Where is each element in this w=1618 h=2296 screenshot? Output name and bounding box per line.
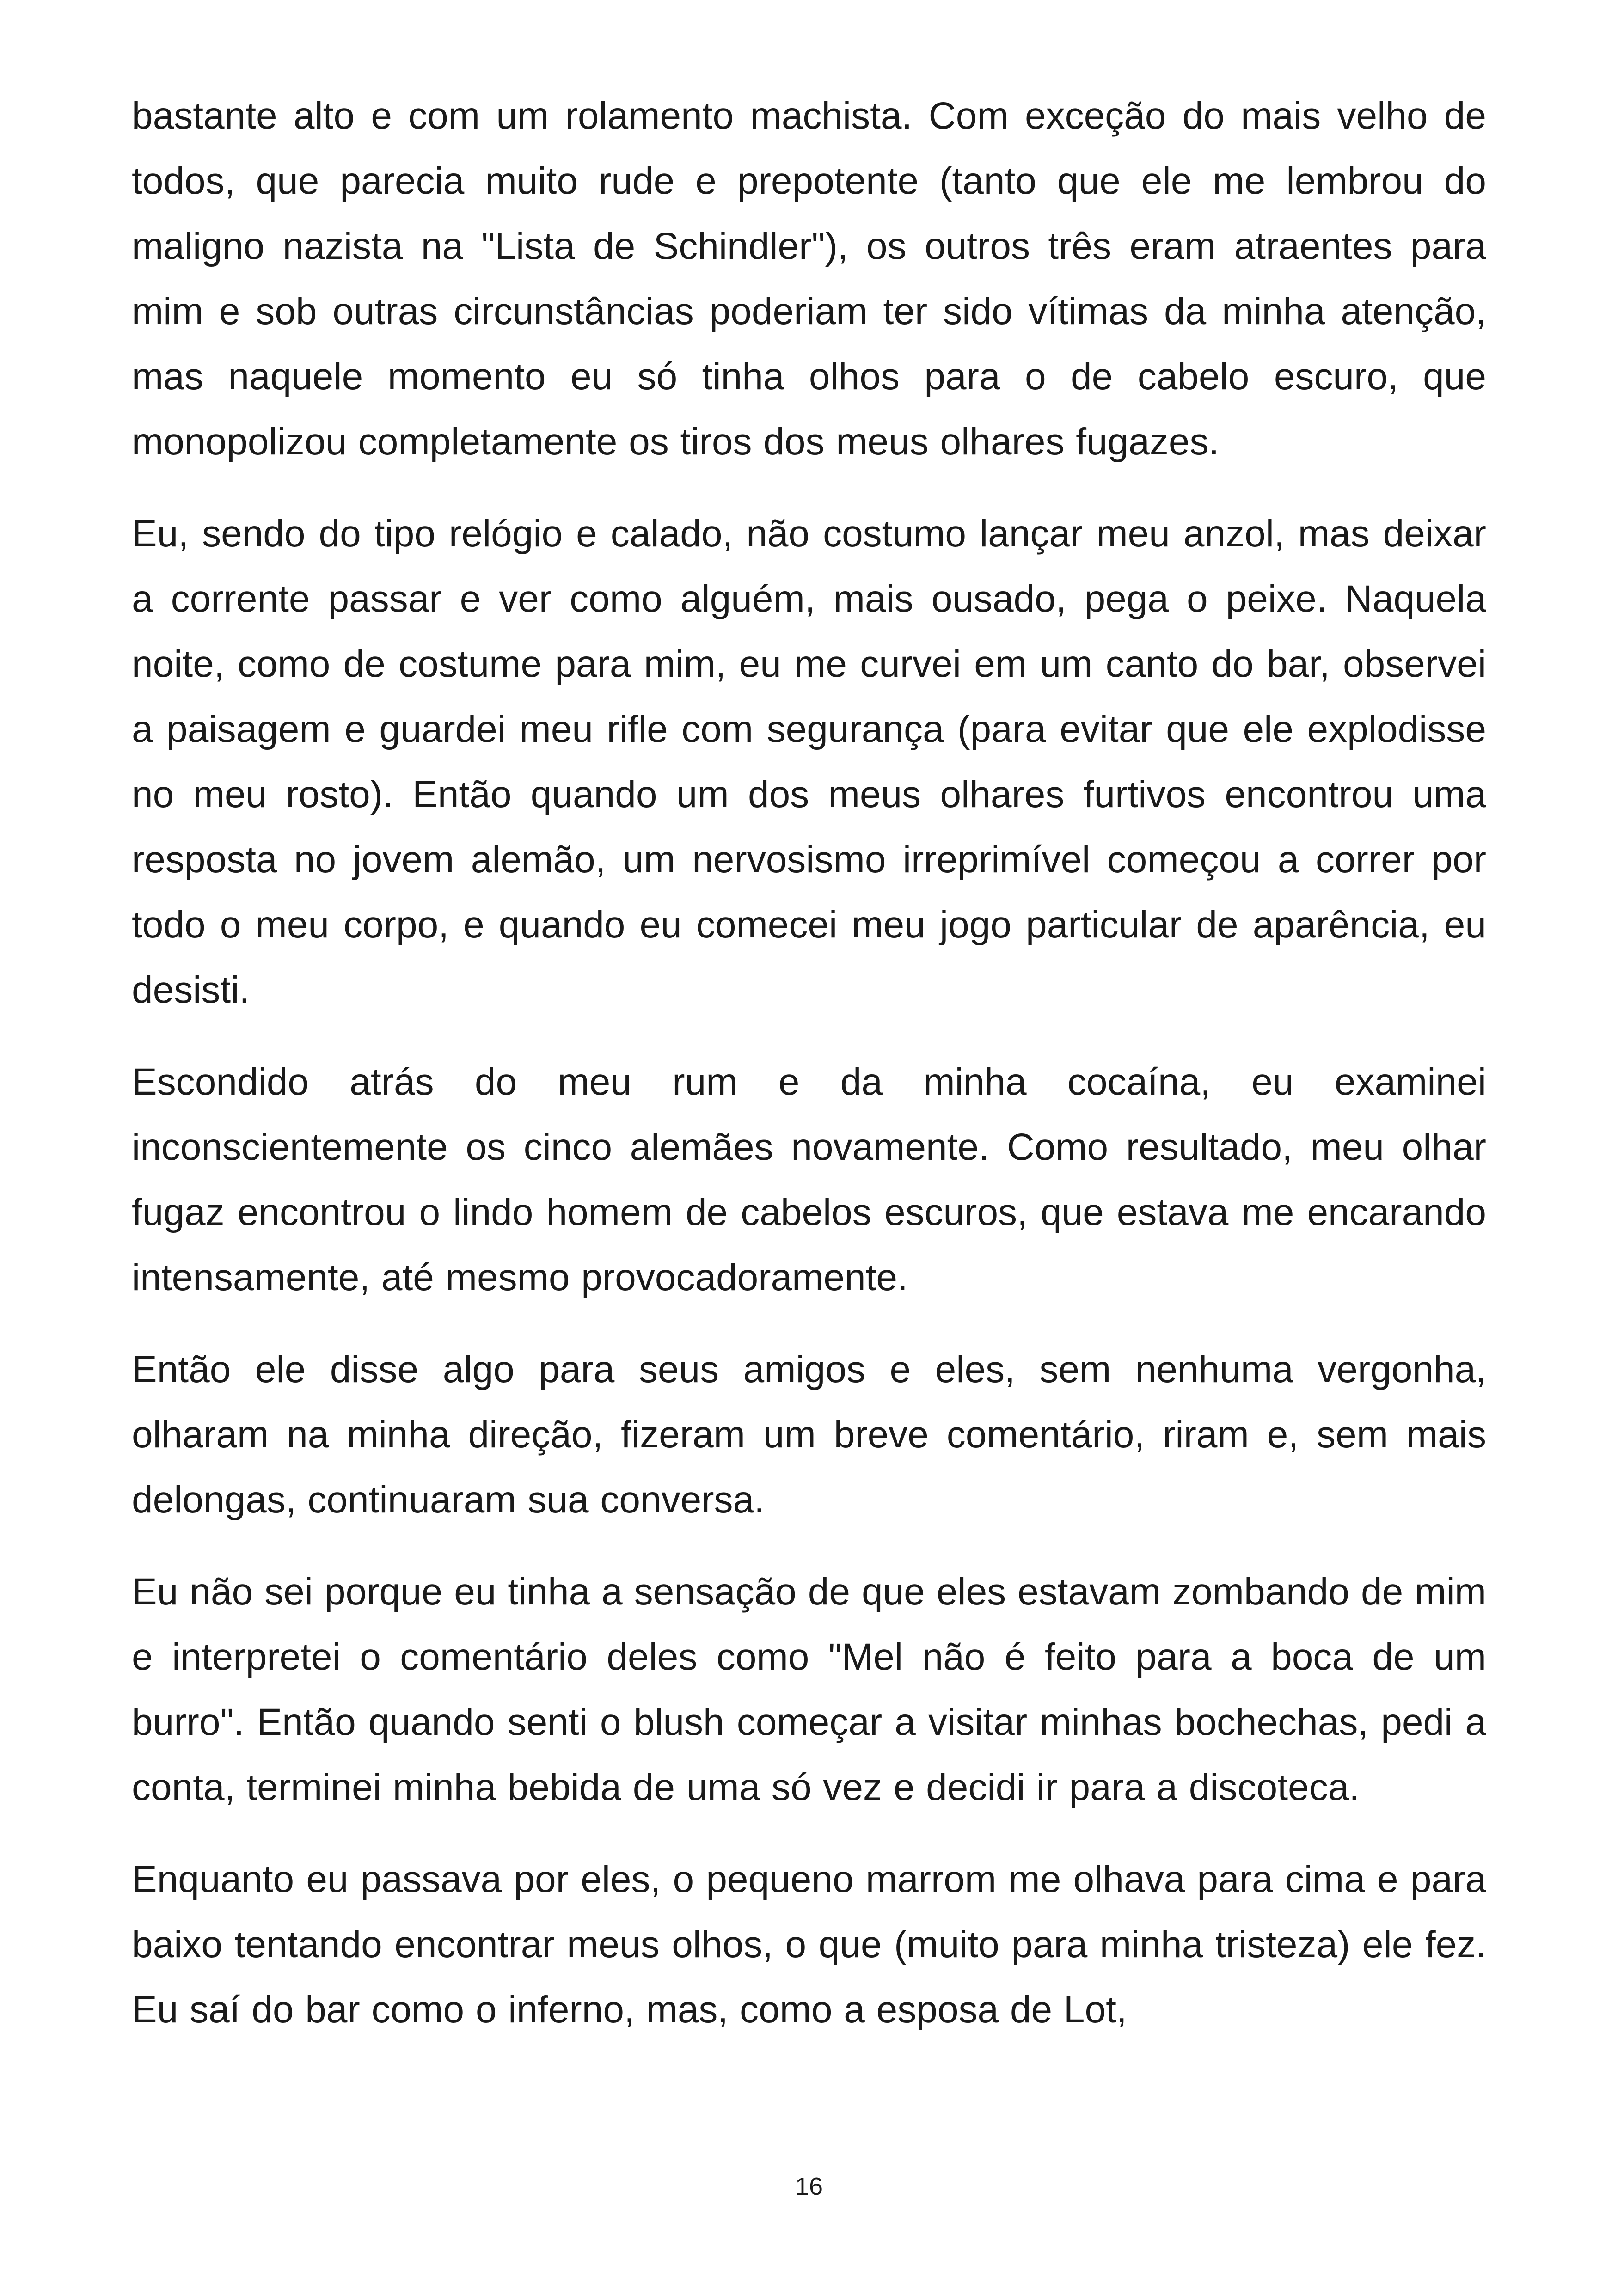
page-number: 16 <box>795 2173 823 2200</box>
paragraph-1: bastante alto e com um rolamento machista. Com exceção do mais velho de todos, que parecia muito rude e prepotente (tanto que ele me lembrou do maligno nazista na "Lista de Schindler"), os outros três eram atraentes para mim e sob outras circunstâncias poderiam ter sido vítimas da minha atenção, mas naquele momento eu só tinha olhos para o de cabelo escuro, que monopolizou completamente os tiros dos meus olhares fugazes. <box>132 95 1486 463</box>
paragraph-5: Eu não sei porque eu tinha a sensação de que eles estavam zombando de mim e interpretei o comentário deles como "Mel não é feito para a boca de um burro". Então quando senti o blush começar a visitar minhas bochechas, pedi a conta, terminei minha bebida de uma só vez e decidi ir para a discoteca. <box>132 1571 1486 1808</box>
paragraph-6: Enquanto eu passava por eles, o pequeno marrom me olhava para cima e para baixo tentando encontrar meus olhos, o que (muito para minha tristeza) ele fez. Eu saí do bar como o inferno, mas, como a esposa de Lot, <box>132 1858 1486 2031</box>
paragraph-2: Eu, sendo do tipo relógio e calado, não costumo lançar meu anzol, mas deixar a corrente passar e ver como alguém, mais ousado, pega o peixe. Naquela noite, como de costume para mim, eu me curvei em um canto do bar, observei a paisagem e guardei meu rifle com segurança (para evitar que ele explodisse no meu rosto). Então quando um dos meus olhares furtivos encontrou uma resposta no jovem alemão, um nervosismo irreprimível começou a correr por todo o meu corpo, e quando eu comecei meu jogo particular de aparência, eu desisti. <box>132 513 1486 1011</box>
paragraph-3: Escondido atrás do meu rum e da minha cocaína, eu examinei inconscientemente os cinco alemães novamente. Como resultado, meu olhar fugaz encontrou o lindo homem de cabelos escuros, que estava me encarando intensamente, até mesmo provocadoramente. <box>132 1061 1486 1298</box>
paragraph-4: Então ele disse algo para seus amigos e eles, sem nenhuma vergonha, olharam na minha direção, fizeram um breve comentário, riram e, sem mais delongas, continuaram sua conversa. <box>132 1348 1486 1521</box>
page-body <box>132 83 1486 2069</box>
